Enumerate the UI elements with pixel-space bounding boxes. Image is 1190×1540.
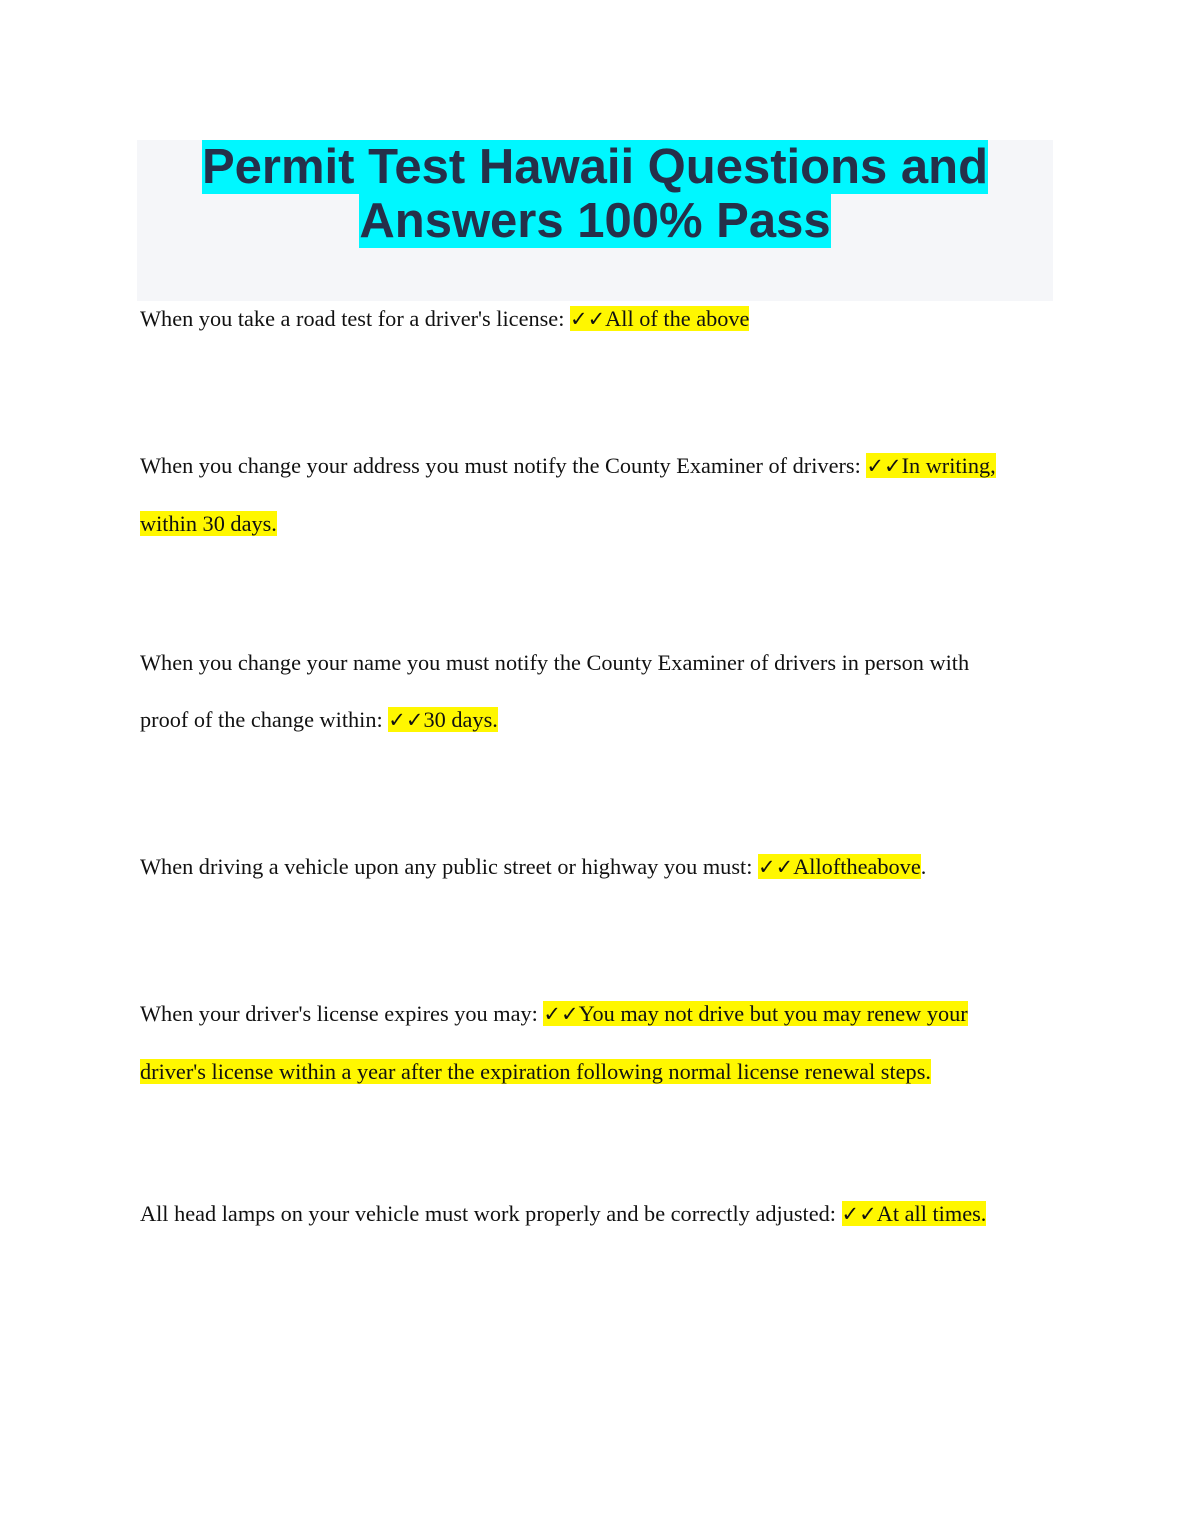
qa-item-5 [140, 985, 1040, 1100]
answer-highlight [842, 1201, 987, 1226]
qa-item-4 [140, 838, 1040, 896]
answer-text-continued: within 30 days. [140, 511, 277, 536]
answer-highlight [570, 306, 749, 331]
answer-text: At all times. [876, 1201, 987, 1226]
answer-text: Alloftheabove [793, 854, 921, 879]
question-text: When driving a vehicle upon any public street or highway you must: [140, 854, 758, 879]
question-text: When your driver's license expires you may: [140, 1001, 544, 1026]
answer-highlight [866, 453, 995, 478]
answer-text: You may not drive but you may renew your [578, 1001, 968, 1026]
question-text: When you take a road test for a driver's license: [140, 306, 570, 331]
double-check-icon: ✓✓ [388, 708, 424, 732]
qa-item-6 [140, 1185, 1040, 1243]
qa-item-1 [140, 290, 1040, 348]
qa-item-3 [140, 634, 1040, 749]
double-check-icon: ✓✓ [757, 855, 794, 879]
answer-highlight [758, 854, 921, 879]
answer-highlight [543, 1001, 967, 1026]
question-text: When you change your address you must notify the County Examiner of drivers: [140, 453, 867, 478]
answer-trailing-period: . [920, 854, 927, 879]
double-check-icon: ✓✓ [569, 307, 606, 331]
question-text: When you change your name you must notify the County Examiner of drivers in person with [140, 650, 970, 675]
answer-text-continued: driver's license within a year after the expiration following normal license renewal steps. [140, 1059, 931, 1084]
title-block [137, 140, 1053, 301]
answer-text: 30 days. [423, 707, 498, 732]
question-text-continued: proof of the change within: [140, 707, 389, 732]
answer-text: All of the above [605, 306, 750, 331]
qa-item-2 [140, 437, 1040, 552]
question-text: All head lamps on your vehicle must work properly and be correctly adjusted: [140, 1201, 842, 1226]
answer-text: In writing, [901, 453, 996, 478]
double-check-icon: ✓✓ [866, 454, 902, 478]
answer-highlight [388, 707, 498, 732]
double-check-icon: ✓✓ [841, 1202, 877, 1226]
double-check-icon: ✓✓ [543, 1002, 579, 1026]
title-line-2: Answers 100% Pass [359, 194, 831, 248]
title-line-1: Permit Test Hawaii Questions and [201, 140, 988, 194]
page-title [137, 140, 1053, 248]
